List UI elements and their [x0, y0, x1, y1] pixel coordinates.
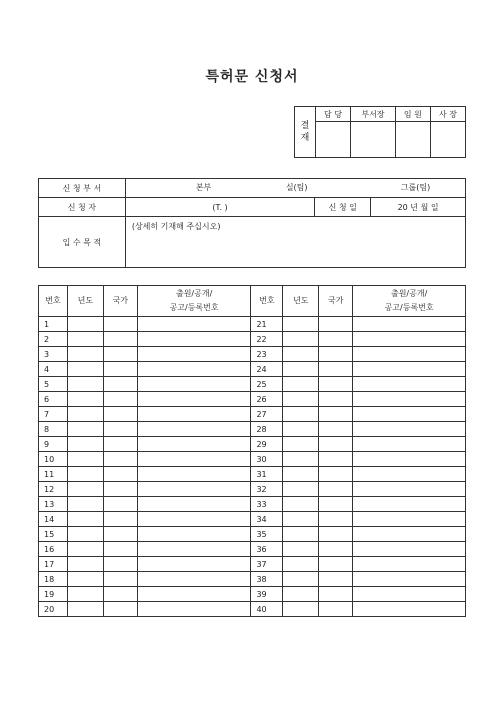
year-cell[interactable] — [67, 482, 103, 497]
row-number-left: 3 — [39, 347, 68, 362]
row-number-right: 26 — [251, 392, 283, 407]
dept-label: 신 청 부 서 — [39, 179, 126, 198]
col-header-number-left — [137, 286, 251, 317]
country-cell[interactable] — [103, 452, 137, 467]
col-header-number-line1: 출원/공개/ — [390, 289, 428, 298]
table-row — [39, 437, 466, 452]
country-cell[interactable] — [103, 317, 137, 332]
year-cell[interactable] — [283, 527, 319, 542]
patent-number-cell[interactable] — [353, 467, 466, 482]
year-cell[interactable] — [283, 437, 319, 452]
applicant-field[interactable]: (T. ) — [125, 198, 314, 217]
applicant-label: 신 청 자 — [39, 198, 126, 217]
year-cell[interactable] — [67, 392, 103, 407]
patent-number-cell[interactable] — [137, 332, 251, 347]
row-number-right: 29 — [251, 437, 283, 452]
patent-number-cell[interactable] — [137, 557, 251, 572]
country-cell[interactable] — [319, 512, 353, 527]
patent-number-cell[interactable] — [353, 422, 466, 437]
table-row — [39, 362, 466, 377]
row-number-left: 11 — [39, 467, 68, 482]
country-cell[interactable] — [103, 362, 137, 377]
row-number-right: 25 — [251, 377, 283, 392]
patent-number-cell[interactable] — [353, 602, 466, 617]
row-number-left: 12 — [39, 482, 68, 497]
row-number-right: 27 — [251, 407, 283, 422]
patent-number-cell[interactable] — [353, 452, 466, 467]
patent-number-cell[interactable] — [137, 482, 251, 497]
application-info-table — [38, 178, 466, 268]
country-cell[interactable] — [319, 362, 353, 377]
table-row — [39, 542, 466, 557]
patent-number-cell[interactable] — [353, 392, 466, 407]
country-cell[interactable] — [103, 602, 137, 617]
table-row — [39, 317, 466, 332]
row-number-right: 38 — [251, 572, 283, 587]
patent-number-cell[interactable] — [137, 602, 251, 617]
patent-number-cell[interactable] — [137, 572, 251, 587]
col-header-country-right: 국가 — [319, 286, 353, 317]
row-number-left: 15 — [39, 527, 68, 542]
approval-header-dept-head: 부서장 — [351, 107, 396, 122]
country-cell[interactable] — [103, 467, 137, 482]
patent-number-cell[interactable] — [137, 347, 251, 362]
row-number-right: 39 — [251, 587, 283, 602]
row-number-right: 28 — [251, 422, 283, 437]
row-number-left: 4 — [39, 362, 68, 377]
table-row — [39, 467, 466, 482]
patent-number-cell[interactable] — [353, 542, 466, 557]
dept-group: 그룹(팀) — [400, 183, 431, 192]
purpose-label: 입 수 목 적 — [39, 217, 126, 268]
year-cell[interactable] — [67, 362, 103, 377]
col-header-number-line2: 공고/등록번호 — [384, 303, 434, 312]
table-row — [39, 572, 466, 587]
dept-main: 본부 — [195, 183, 212, 192]
approval-side-char-2: 재 — [300, 133, 310, 143]
year-cell[interactable] — [67, 587, 103, 602]
row-number-right: 30 — [251, 452, 283, 467]
country-cell[interactable] — [319, 317, 353, 332]
approval-side-char-1: 결 — [300, 121, 310, 131]
country-cell[interactable] — [319, 602, 353, 617]
year-cell[interactable] — [283, 377, 319, 392]
approval-sign-president[interactable] — [430, 122, 465, 158]
col-header-number-right — [353, 286, 466, 317]
table-row — [39, 527, 466, 542]
col-header-year-right: 년도 — [283, 286, 319, 317]
year-cell[interactable] — [283, 467, 319, 482]
dept-room: 실(팀) — [285, 183, 308, 192]
year-cell[interactable] — [67, 557, 103, 572]
patent-number-cell[interactable] — [353, 527, 466, 542]
purpose-hint: (상세히 기재해 주십시오) — [131, 222, 221, 231]
row-number-left: 19 — [39, 587, 68, 602]
year-cell[interactable] — [283, 497, 319, 512]
year-cell[interactable] — [67, 407, 103, 422]
country-cell[interactable] — [103, 497, 137, 512]
row-number-left: 6 — [39, 392, 68, 407]
year-cell[interactable] — [67, 332, 103, 347]
row-number-left: 1 — [39, 317, 68, 332]
country-cell[interactable] — [319, 437, 353, 452]
year-cell[interactable] — [67, 452, 103, 467]
approval-header-executive: 임 원 — [395, 107, 430, 122]
year-cell[interactable] — [283, 542, 319, 557]
approval-sign-dept-head[interactable] — [351, 122, 396, 158]
row-number-right: 21 — [251, 317, 283, 332]
year-cell[interactable] — [67, 437, 103, 452]
row-number-right: 22 — [251, 332, 283, 347]
row-number-left: 10 — [39, 452, 68, 467]
year-cell[interactable] — [67, 527, 103, 542]
row-number-left: 7 — [39, 407, 68, 422]
patent-number-cell[interactable] — [137, 437, 251, 452]
row-number-left: 17 — [39, 557, 68, 572]
row-number-left: 18 — [39, 572, 68, 587]
approval-sign-executive[interactable] — [395, 122, 430, 158]
country-cell[interactable] — [103, 407, 137, 422]
year-cell[interactable] — [67, 497, 103, 512]
country-cell[interactable] — [103, 437, 137, 452]
row-number-left: 5 — [39, 377, 68, 392]
table-row — [39, 587, 466, 602]
year-cell[interactable] — [67, 512, 103, 527]
table-row — [39, 392, 466, 407]
approval-sign-manager[interactable] — [316, 122, 351, 158]
year-cell[interactable] — [283, 407, 319, 422]
year-cell[interactable] — [283, 512, 319, 527]
table-row — [39, 557, 466, 572]
year-cell[interactable] — [67, 542, 103, 557]
approval-box — [294, 106, 466, 158]
country-cell[interactable] — [319, 377, 353, 392]
approval-header-president: 사 장 — [430, 107, 465, 122]
patent-number-cell[interactable] — [353, 587, 466, 602]
country-cell[interactable] — [319, 467, 353, 482]
col-header-country-left: 국가 — [103, 286, 137, 317]
table-row — [39, 497, 466, 512]
year-cell[interactable] — [283, 422, 319, 437]
approval-header-manager: 담 당 — [316, 107, 351, 122]
date-field[interactable]: 20 년 월 일 — [371, 198, 466, 217]
table-row — [39, 482, 466, 497]
patent-number-cell[interactable] — [353, 362, 466, 377]
country-cell[interactable] — [319, 527, 353, 542]
year-cell[interactable] — [283, 587, 319, 602]
patent-number-cell[interactable] — [353, 482, 466, 497]
row-number-left: 9 — [39, 437, 68, 452]
country-cell[interactable] — [319, 587, 353, 602]
patent-list-table — [38, 285, 466, 617]
patent-number-cell[interactable] — [137, 317, 251, 332]
col-header-no-right: 번호 — [251, 286, 283, 317]
row-number-right: 24 — [251, 362, 283, 377]
approval-side-label — [295, 107, 316, 158]
year-cell[interactable] — [67, 467, 103, 482]
year-cell[interactable] — [67, 572, 103, 587]
patent-number-cell[interactable] — [353, 557, 466, 572]
country-cell[interactable] — [319, 347, 353, 362]
table-row — [39, 347, 466, 362]
country-cell[interactable] — [319, 407, 353, 422]
table-row — [39, 452, 466, 467]
table-row — [39, 512, 466, 527]
row-number-right: 31 — [251, 467, 283, 482]
patent-number-cell[interactable] — [353, 377, 466, 392]
patent-number-cell[interactable] — [353, 437, 466, 452]
year-cell[interactable] — [67, 422, 103, 437]
country-cell[interactable] — [319, 392, 353, 407]
row-number-right: 37 — [251, 557, 283, 572]
row-number-right: 33 — [251, 497, 283, 512]
row-number-left: 2 — [39, 332, 68, 347]
dept-field[interactable] — [125, 179, 465, 198]
year-cell[interactable] — [283, 332, 319, 347]
table-row — [39, 332, 466, 347]
country-cell[interactable] — [103, 542, 137, 557]
year-cell[interactable] — [283, 557, 319, 572]
patent-number-cell[interactable] — [353, 512, 466, 527]
row-number-right: 40 — [251, 602, 283, 617]
row-number-right: 36 — [251, 542, 283, 557]
patent-number-cell[interactable] — [137, 467, 251, 482]
country-cell[interactable] — [103, 557, 137, 572]
country-cell[interactable] — [103, 527, 137, 542]
col-header-number-line2: 공고/등록번호 — [169, 303, 219, 312]
patent-number-cell[interactable] — [137, 527, 251, 542]
country-cell[interactable] — [319, 572, 353, 587]
row-number-left: 16 — [39, 542, 68, 557]
patent-number-cell[interactable] — [137, 452, 251, 467]
col-header-year-left: 년도 — [67, 286, 103, 317]
country-cell[interactable] — [319, 452, 353, 467]
row-number-right: 35 — [251, 527, 283, 542]
row-number-left: 13 — [39, 497, 68, 512]
country-cell[interactable] — [103, 512, 137, 527]
country-cell[interactable] — [319, 422, 353, 437]
country-cell[interactable] — [103, 392, 137, 407]
year-cell[interactable] — [67, 317, 103, 332]
col-header-number-line1: 출원/공개/ — [175, 289, 213, 298]
table-row — [39, 422, 466, 437]
patent-number-cell[interactable] — [353, 347, 466, 362]
country-cell[interactable] — [103, 347, 137, 362]
year-cell[interactable] — [67, 347, 103, 362]
patent-number-cell[interactable] — [353, 332, 466, 347]
patent-number-cell[interactable] — [137, 362, 251, 377]
patent-number-cell[interactable] — [353, 572, 466, 587]
row-number-right: 34 — [251, 512, 283, 527]
year-cell[interactable] — [283, 482, 319, 497]
country-cell[interactable] — [103, 572, 137, 587]
col-header-no-left: 번호 — [39, 286, 68, 317]
table-row — [39, 377, 466, 392]
row-number-left: 14 — [39, 512, 68, 527]
country-cell[interactable] — [319, 497, 353, 512]
year-cell[interactable] — [283, 392, 319, 407]
year-cell[interactable] — [67, 602, 103, 617]
country-cell[interactable] — [103, 377, 137, 392]
country-cell[interactable] — [319, 557, 353, 572]
row-number-left: 20 — [39, 602, 68, 617]
country-cell[interactable] — [103, 587, 137, 602]
patent-number-cell[interactable] — [137, 497, 251, 512]
table-row — [39, 407, 466, 422]
year-cell[interactable] — [283, 362, 319, 377]
page-title: 특허문 신청서 — [205, 69, 299, 85]
patent-number-cell[interactable] — [137, 392, 251, 407]
row-number-left: 8 — [39, 422, 68, 437]
country-cell[interactable] — [319, 482, 353, 497]
patent-number-cell[interactable] — [137, 542, 251, 557]
year-cell[interactable] — [283, 317, 319, 332]
patent-number-cell[interactable] — [137, 407, 251, 422]
year-cell[interactable] — [67, 377, 103, 392]
patent-number-cell[interactable] — [137, 422, 251, 437]
year-cell[interactable] — [283, 602, 319, 617]
row-number-right: 23 — [251, 347, 283, 362]
patent-number-cell[interactable] — [137, 377, 251, 392]
purpose-field[interactable] — [125, 217, 465, 268]
patent-number-cell[interactable] — [353, 497, 466, 512]
country-cell[interactable] — [319, 332, 353, 347]
year-cell[interactable] — [283, 572, 319, 587]
patent-number-cell[interactable] — [137, 587, 251, 602]
patent-number-cell[interactable] — [353, 317, 466, 332]
country-cell[interactable] — [103, 422, 137, 437]
year-cell[interactable] — [283, 452, 319, 467]
date-label: 신 청 일 — [315, 198, 371, 217]
row-number-right: 32 — [251, 482, 283, 497]
patent-number-cell[interactable] — [353, 407, 466, 422]
country-cell[interactable] — [103, 332, 137, 347]
patent-number-cell[interactable] — [137, 512, 251, 527]
table-row — [39, 602, 466, 617]
year-cell[interactable] — [283, 347, 319, 362]
country-cell[interactable] — [103, 482, 137, 497]
country-cell[interactable] — [319, 542, 353, 557]
